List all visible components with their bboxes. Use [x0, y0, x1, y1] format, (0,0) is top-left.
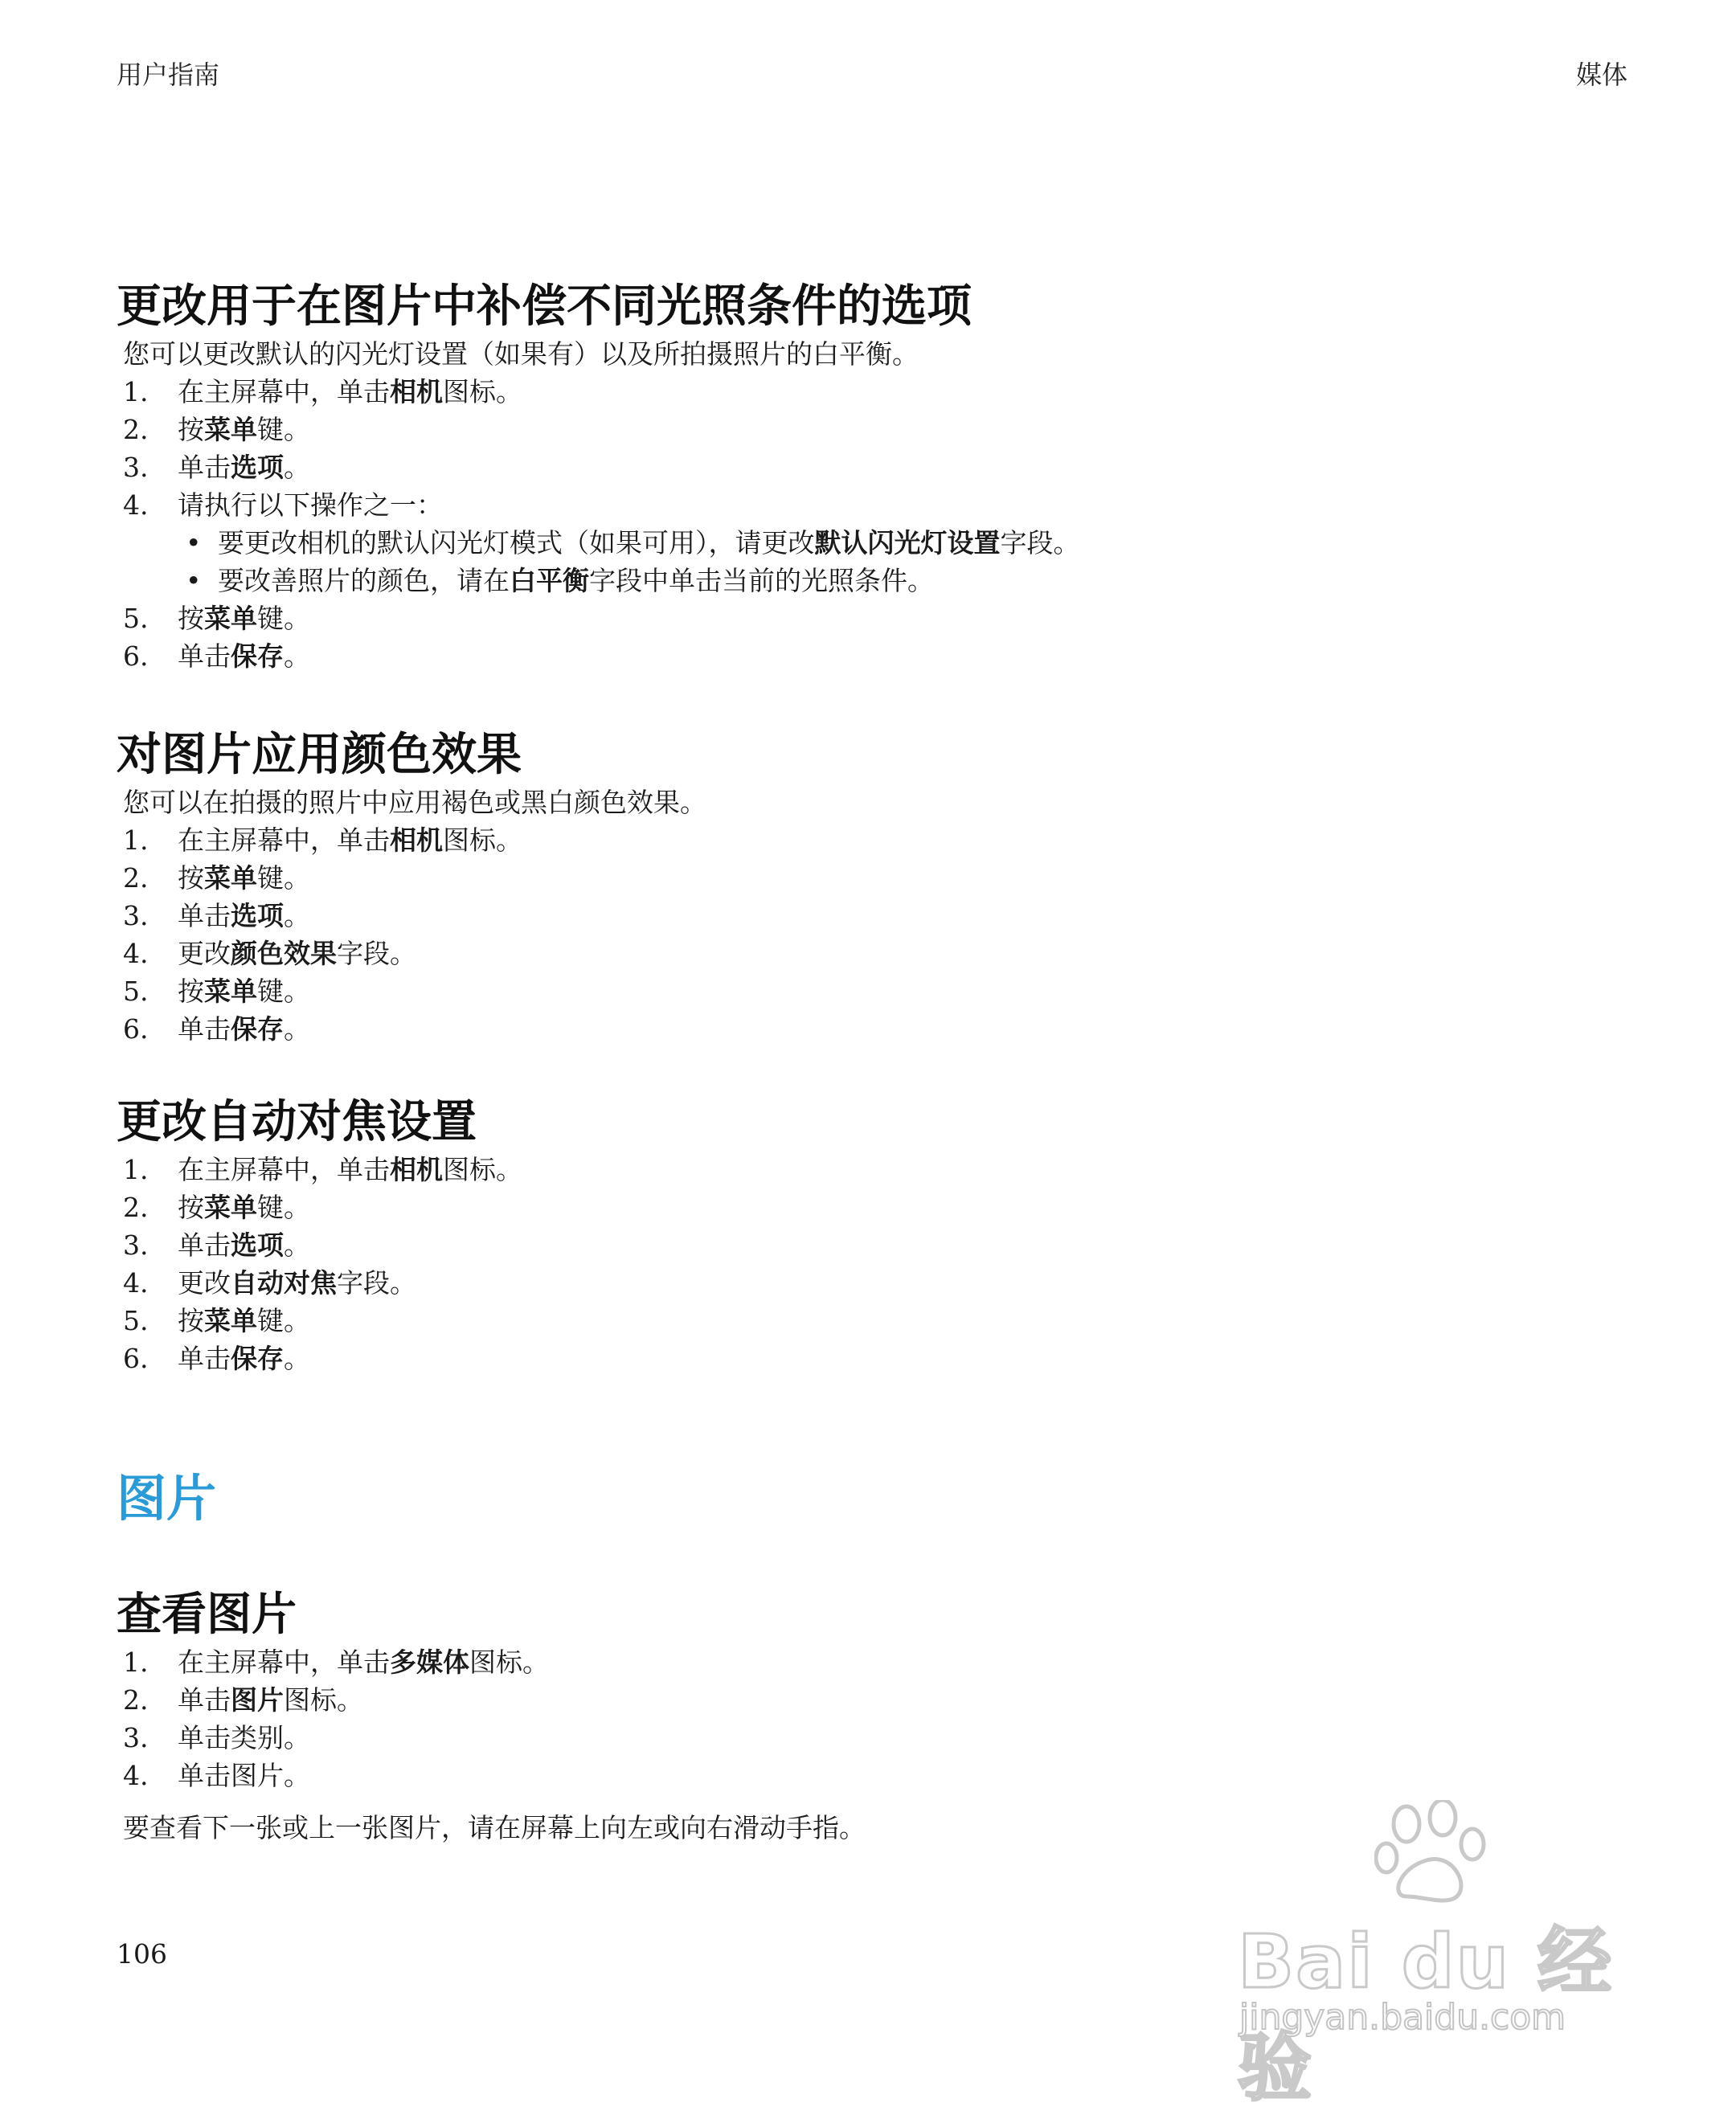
step-item: 5. 按菜单键。	[123, 603, 310, 634]
section-title: 查看图片	[117, 1589, 297, 1641]
step-item: 6. 单击保存。	[123, 1013, 310, 1045]
step-item: 5. 按菜单键。	[123, 976, 310, 1007]
bullet-item: • 要更改相机的默认闪光灯模式（如果可用），请更改默认闪光灯设置字段。	[186, 527, 1080, 558]
baidu-watermark	[1238, 1800, 1656, 2111]
chapter-title: 图片	[117, 1469, 217, 1528]
step-item: 4. 更改颜色效果字段。	[123, 938, 416, 969]
step-item: 3. 单击类别。	[123, 1722, 310, 1753]
section-intro: 您可以更改默认的闪光灯设置（如果有）以及所拍摄照片的白平衡。	[123, 338, 919, 370]
step-item: 3. 单击选项。	[123, 1229, 310, 1261]
step-item: 6. 单击保存。	[123, 1343, 310, 1374]
step-item: 2. 单击图片图标。	[123, 1684, 363, 1716]
section-title: 更改用于在图片中补偿不同光照条件的选项	[117, 280, 972, 333]
section-color-effects	[117, 727, 1628, 1048]
step-item: 4. 单击图片。	[123, 1760, 310, 1791]
step-item: 2. 按菜单键。	[123, 862, 310, 894]
steps-list	[117, 821, 1628, 1048]
header-right: 媒体	[1575, 59, 1628, 90]
step-item: 1. 在主屏幕中，单击相机图标。	[123, 376, 522, 407]
step-item: 4. 请执行以下操作之一： • 要更改相机的默认闪光灯模式（如果可用），请更改默认闪光灯设置字段。 • 要改善照片的颜色，请在白平衡字段中单击当前的光照条件。	[123, 486, 1628, 599]
step-item: 2. 按菜单键。	[123, 1192, 310, 1223]
step-item: 3. 单击选项。	[123, 900, 310, 931]
sub-bullet-list	[178, 524, 1628, 599]
step-item: 3. 单击选项。	[123, 452, 310, 483]
step-item: 1. 在主屏幕中，单击多媒体图标。	[123, 1647, 549, 1678]
steps-list	[117, 1643, 1628, 1794]
section-title: 对图片应用颜色效果	[117, 729, 522, 781]
steps-list	[117, 1151, 1628, 1377]
steps-list	[117, 373, 1628, 675]
step-item: 1. 在主屏幕中，单击相机图标。	[123, 824, 522, 856]
page-number: 106	[117, 1938, 167, 1970]
section-intro: 您可以在拍摄的照片中应用褐色或黑白颜色效果。	[123, 787, 706, 818]
step-item: 5. 按菜单键。	[123, 1305, 310, 1336]
section-lighting-options	[117, 279, 1628, 675]
bullet-item: • 要改善照片的颜色，请在白平衡字段中单击当前的光照条件。	[186, 565, 934, 596]
chapter-heading	[117, 1467, 1628, 1531]
step-item: 2. 按菜单键。	[123, 414, 310, 445]
step-item: 6. 单击保存。	[123, 640, 310, 672]
baidu-paw-icon	[1374, 1800, 1495, 1912]
section-title: 更改自动对焦设置	[117, 1096, 477, 1148]
step-item: 4. 更改自动对焦字段。	[123, 1267, 416, 1299]
header-left: 用户指南	[117, 59, 220, 90]
step-item: 1. 在主屏幕中，单击相机图标。	[123, 1154, 522, 1185]
section-note: 要查看下一张或上一张图片，请在屏幕上向左或向右滑动手指。	[123, 1812, 866, 1843]
section-autofocus	[117, 1094, 1628, 1377]
watermark-brand: Bai du 经验	[1238, 1919, 1614, 2111]
watermark-url: jingyan.baidu.com	[1239, 1997, 1566, 2038]
